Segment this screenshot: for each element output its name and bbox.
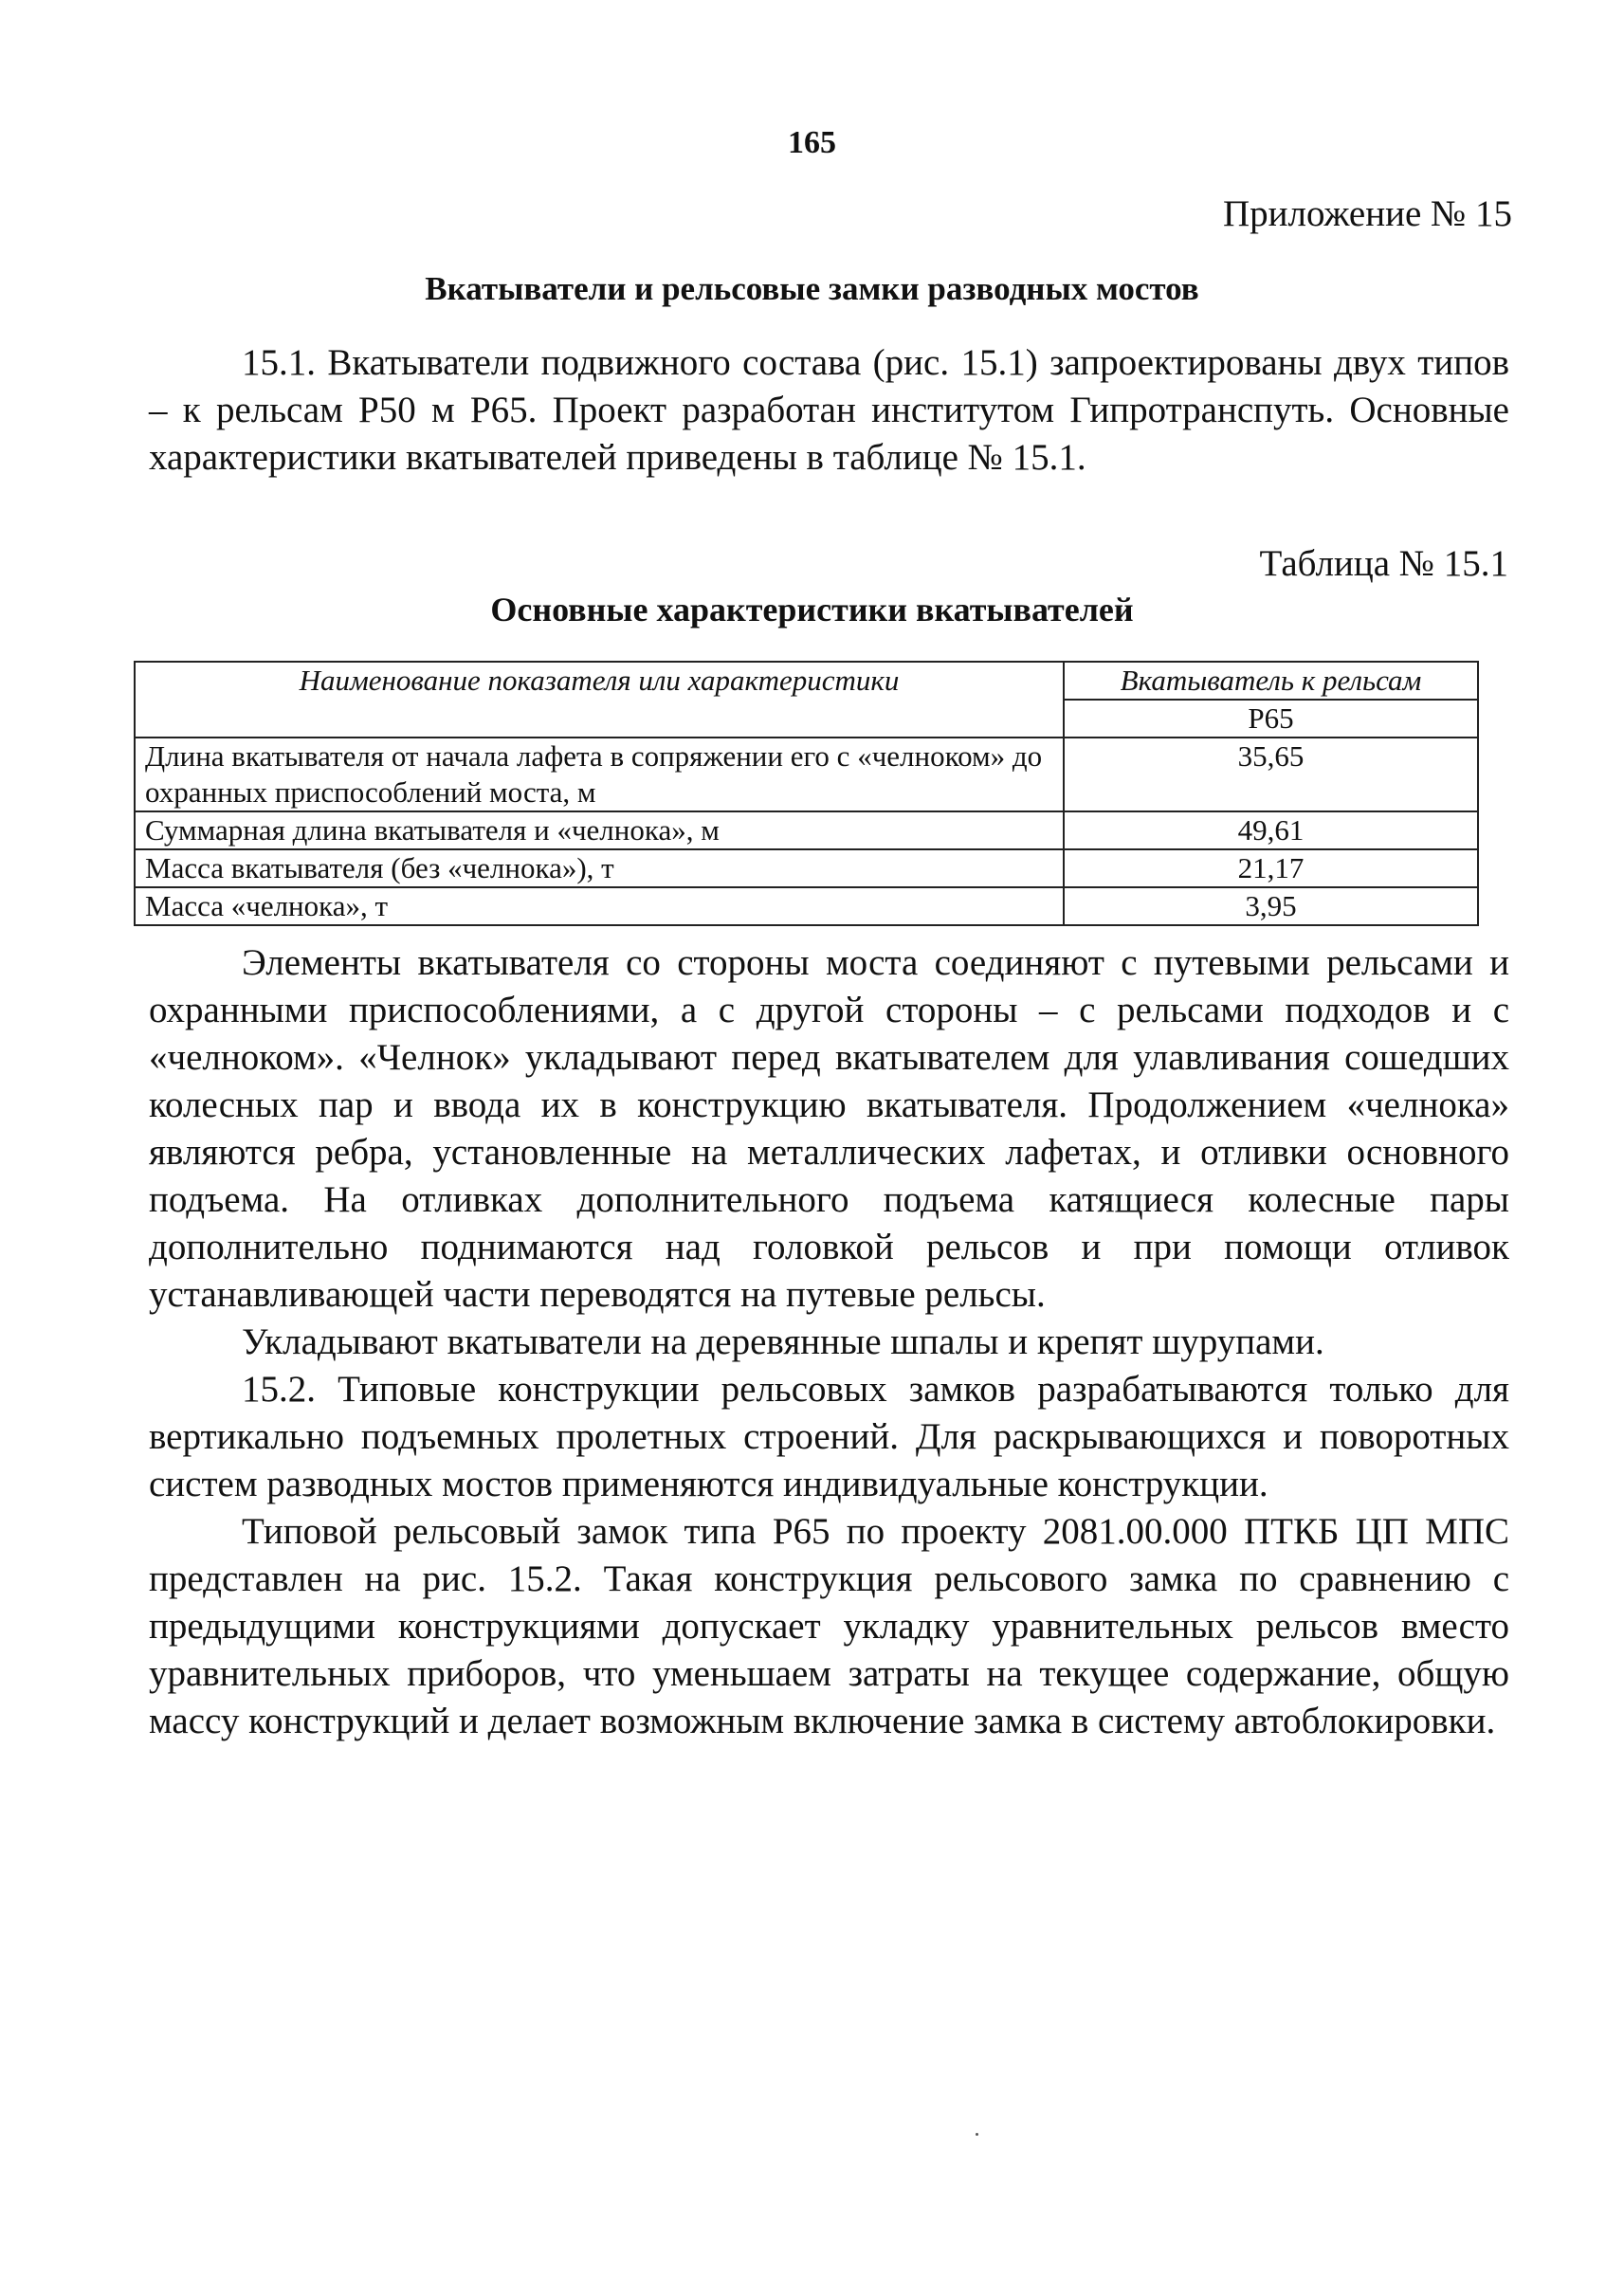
row-name-cell: Масса «челнока», т [135,887,1064,925]
row-name-cell: Масса вкатывателя (без «челнока»), т [135,849,1064,887]
row-value-cell: 49,61 [1064,811,1478,849]
section-heading: Вкатыватели и рельсовые замки разводных мостов [425,270,1199,307]
intro-text-block [149,339,1509,482]
table-row [135,738,1478,811]
row-value-cell: 35,65 [1064,738,1478,811]
header-group-cell: Вкатыватель к рельсам [1064,662,1478,700]
row-name-cell: Суммарная длина вкатывателя и «челнока», м [135,811,1064,849]
appendix-label: Приложение № 15 [1222,193,1512,234]
table-row [135,811,1478,849]
row-value-cell: 21,17 [1064,849,1478,887]
characteristics-table [134,661,1479,926]
intro-paragraph: 15.1. Вкатыватели подвижного состава (рис. 15.1) запроектированы двух типов – к рельсам Р50 м Р65. Проект разработан институтом Гипротранспуть. Основные характеристики вкатывателей приведены в таблице № 15.1. [149,342,1509,478]
body-paragraph: Элементы вкатывателя со стороны моста соединяют с путевыми рельсами и охранными приспособлениями, а с другой стороны – с рельсами подходов и с «челноком». «Челнок» укладывают перед вкатывателем для улавливания сошедших колесных пар и ввода их в конструкцию вкатывателя. Продолжением «челнока» являются ребра, установленные на металлических лафетах, и отливки основного подъема. На отливках дополнительного подъема катящиеся колесные пары дополнительно поднимаются над головкой рельсов и при помощи отливок устанавливающей части переводятся на путевые рельсы. [149,942,1509,1315]
table-header-row [135,662,1478,700]
body-paragraph: Типовой рельсовый замок типа Р65 по проекту 2081.00.000 ПТКБ ЦП МПС представлен на рис. 15.2. Такая конструкция рельсового замка по сравнению с предыдущими конструкциями допускает укладку уравнительных рельсов вместо уравнительных приборов, что уменьшаем затраты на текущее содержание, общую массу конструкций и делает возможным включение замка в систему автоблокировки. [149,1511,1509,1741]
row-value-cell: 3,95 [1064,887,1478,925]
table-title: Основные характеристики вкатывателей [490,591,1134,628]
body-text-block [149,939,1509,1745]
table-label: Таблица № 15.1 [1259,543,1508,584]
page-number: 165 [788,125,836,160]
row-name-cell: Длина вкатывателя от начала лафета в сопряжении его с «челноком» до охранных приспособлений моста, м [135,738,1064,811]
header-sub-cell: Р65 [1064,700,1478,738]
body-paragraph: Укладывают вкатыватели на деревянные шпалы и крепят шурупами. [242,1321,1324,1362]
table-row [135,887,1478,925]
table-row [135,849,1478,887]
scan-speck [976,2133,978,2136]
body-paragraph: 15.2. Типовые конструкции рельсовых замков разрабатываются только для вертикально подъемных пролетных строений. Для раскрывающихся и поворотных систем разводных мостов применяются индивидуальные конструкции. [149,1369,1509,1504]
header-name-cell: Наименование показателя или характеристики [135,662,1064,738]
